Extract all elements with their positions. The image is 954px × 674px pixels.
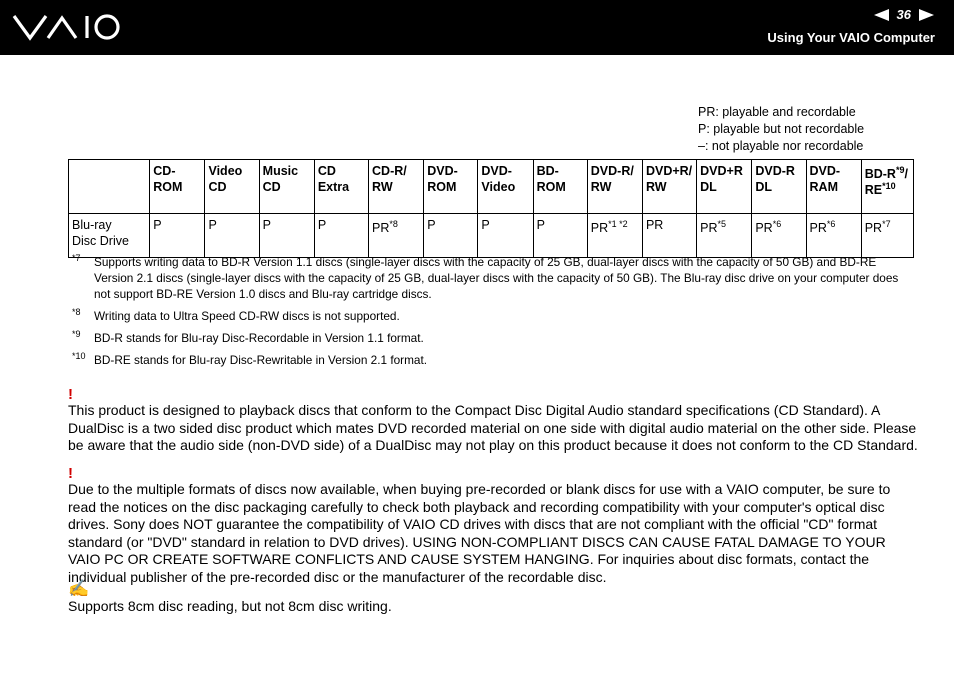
vaio-logo (12, 12, 122, 42)
warning-note-dualdisc (68, 387, 918, 455)
footnote: *8 Writing data to Ultra Speed CD-RW discs is not supported. (72, 307, 400, 323)
page-number: 36 (896, 7, 911, 22)
table-cell: P (205, 214, 259, 258)
table-cell: P (150, 214, 205, 258)
table-row (69, 214, 914, 258)
header-cell: Music CD (259, 160, 314, 214)
disc-compatibility-table (68, 159, 914, 258)
table-cell: PR$^{*6}$ (806, 214, 861, 258)
header-cell: CD Extra (314, 160, 368, 214)
table-cell: PR$^{*5}$ (697, 214, 752, 258)
table-cell: PR$^{*7}$ (861, 214, 913, 258)
next-page-arrow-icon[interactable] (919, 9, 934, 21)
header-cell: DVD- ROM (424, 160, 478, 214)
legend (698, 104, 864, 155)
header-cell-empty (69, 160, 150, 214)
header-cell: BD- ROM (533, 160, 587, 214)
header-cell: Video CD (205, 160, 259, 214)
table-header-row (69, 160, 914, 214)
header-cell-bd-r-re: $BD-R^{*9}/$ RE$^{*10}$ (861, 160, 913, 214)
warning-icon: ! (68, 465, 73, 482)
table-cell: P (259, 214, 314, 258)
footnote: *7 Supports writing data to BD-R Version 1.1 discs (single-layer discs with the capacity of 25 GB, dual-layer discs with the capacity of 50 GB) and BD-RE Version 2.1 discs (single-layer discs with the capacity of 25 GB, dual-layer discs with the capacity of 50 GB). The Blu-ray disc drive on your computer does not support BD-RE Version 1.0 discs and Blu-ray cartridge discs. (72, 253, 899, 301)
row-label: Blu-ray Disc Drive (69, 214, 150, 258)
header-cell: CD-R/ RW (369, 160, 424, 214)
table-cell: PR (642, 214, 696, 258)
page-navigation (874, 7, 934, 22)
footnotes (68, 254, 914, 374)
tip-note (68, 580, 918, 616)
table-cell: P (314, 214, 368, 258)
header-cell: DVD+R/ RW (642, 160, 696, 214)
warning-text: This product is designed to playback discs that conform to the Compact Disc Digital Audio standard specifications (CD Standard). A DualDisc is a two sided disc product which mates DVD recorded material on one side with digital audio material on the other side. Please be aware that the audio side (non-DVD side) of a DualDisc may not play on this product because it does not conform to the CD Standard. (68, 402, 918, 453)
header-cell: CD- ROM (150, 160, 205, 214)
section-title: Using Your VAIO Computer (767, 30, 935, 45)
header-cell: DVD+R DL (697, 160, 752, 214)
footnote: *10 BD-RE stands for Blu-ray Disc-Rewritable in Version 2.1 format. (72, 351, 428, 367)
header-cell: DVD- RAM (806, 160, 861, 214)
warning-note-disc-formats (68, 466, 918, 586)
warning-text: Due to the multiple formats of discs now available, when buying pre-recorded or blank discs for use with a VAIO computer, be sure to read the notices on the disc packaging carefully to check both playback and recording compatibility with your computer's optical disc drives. Sony does NOT guarantee the compatibility of VAIO CD drives with discs that are not compliant with the official "CD" format standard (or "DVD" standard in relation to DVD drives). USING NON-COMPLIANT DISCS CAN CAUSE FATAL DAMAGE TO YOUR VAIO PC OR CREATE SOFTWARE CONFLICTS AND CAUSE SYSTEM HANGING. For inquiries about disc formats, contact the individual publisher of the pre-recorded disc or the manufacturer of the recordable disc. (68, 481, 891, 585)
header-cell: DVD-R/ RW (587, 160, 642, 214)
page-header (0, 0, 954, 55)
header-cell: DVD- Video (478, 160, 533, 214)
warning-icon: ! (68, 386, 73, 403)
footnote: *9 BD-R stands for Blu-ray Disc-Recordable in Version 1.1 format. (72, 329, 424, 345)
tip-text: Supports 8cm disc reading, but not 8cm disc writing. (68, 598, 392, 614)
table-cell: $PR^{*1 *2}$ (587, 214, 642, 258)
table-cell: PR$^{*6}$ (752, 214, 806, 258)
pen-note-icon: ✍ (68, 579, 90, 598)
previous-page-arrow-icon[interactable] (874, 9, 889, 21)
legend-item-none: –: not playable nor recordable (698, 139, 864, 153)
table-cell: PR$^{*8}$ (369, 214, 424, 258)
header-cell: DVD-R DL (752, 160, 806, 214)
table-cell: P (533, 214, 587, 258)
table-cell: P (424, 214, 478, 258)
legend-item-p: P: playable but not recordable (698, 122, 865, 136)
legend-item-pr: PR: playable and recordable (698, 105, 856, 119)
table-cell: P (478, 214, 533, 258)
